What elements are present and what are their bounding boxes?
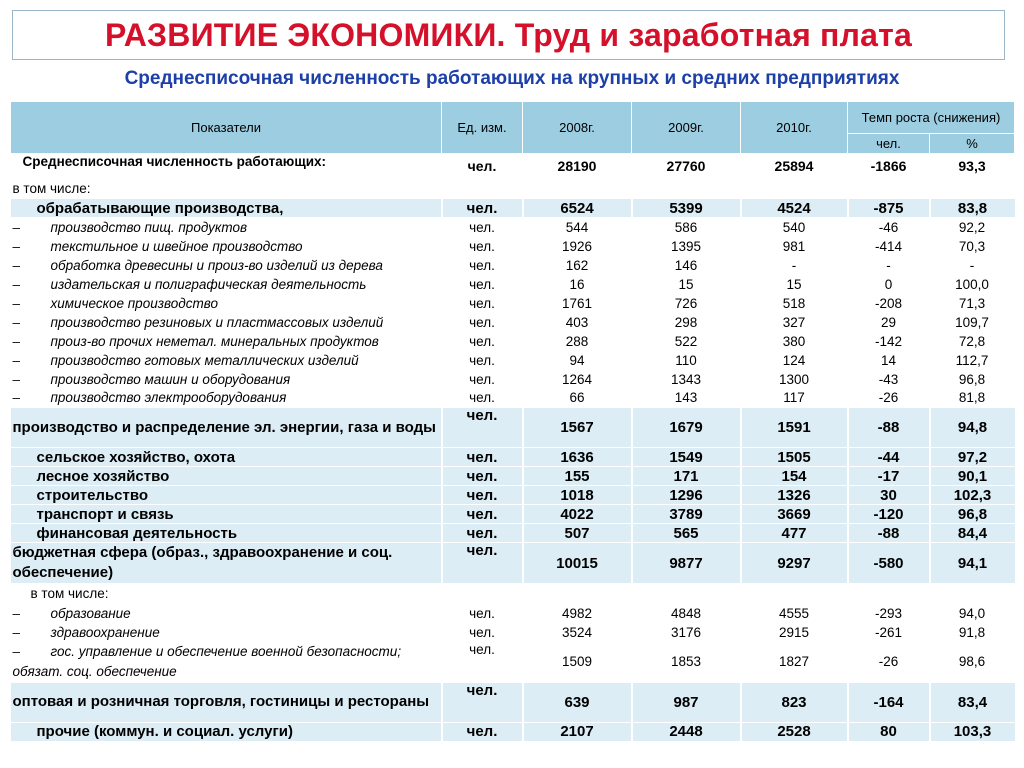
row-name-text: строительство	[36, 486, 149, 504]
cell-d: -26	[848, 389, 930, 408]
cell-d: -414	[848, 237, 930, 256]
cell-v2010: 327	[741, 313, 848, 332]
cell-v2009: 3176	[632, 623, 741, 642]
cell-unit: чел.	[442, 275, 523, 294]
row-name	[11, 154, 442, 180]
row-name	[11, 623, 442, 642]
cell-v2008: 162	[523, 256, 632, 275]
row-name	[11, 199, 442, 218]
cell-v2009: 1549	[632, 448, 741, 467]
cell-v2010: 1505	[741, 448, 848, 467]
table-row	[11, 604, 1015, 623]
row-name-text: финансовая деятельность	[36, 524, 238, 542]
row-name-text: произ-во прочих неметал. минеральных продуктов	[50, 333, 379, 349]
cell-v2010: -	[741, 256, 848, 275]
row-name	[11, 256, 442, 275]
cell-v2010: 540	[741, 218, 848, 237]
cell-v2008: 6524	[523, 199, 632, 218]
cell-p: 103,3	[930, 722, 1015, 741]
cell-v2009: 4848	[632, 604, 741, 623]
cell-unit: чел.	[442, 408, 523, 448]
row-name-text: издательская и полиграфическая деятельность	[50, 276, 367, 292]
cell-v2009: 1296	[632, 486, 741, 505]
cell-v2010: 9297	[741, 543, 848, 584]
cell-v2009: 110	[632, 351, 741, 370]
cell-unit: чел.	[442, 237, 523, 256]
cell-unit: чел.	[442, 682, 523, 722]
cell-v2009: 1395	[632, 237, 741, 256]
cell-v2009: 171	[632, 467, 741, 486]
cell-p: 83,4	[930, 682, 1015, 722]
cell-d: 0	[848, 275, 930, 294]
dash-icon: –	[12, 238, 21, 254]
cell-v2009: 5399	[632, 199, 741, 218]
cell-v2009: 1679	[632, 408, 741, 448]
table-row	[11, 722, 1015, 741]
cell-v2009: 146	[632, 256, 741, 275]
cell-v2008: 288	[523, 332, 632, 351]
table-row	[11, 237, 1015, 256]
row-name	[11, 505, 442, 524]
table-row	[11, 486, 1015, 505]
cell-unit: чел.	[442, 524, 523, 543]
cell-v2009: 3789	[632, 505, 741, 524]
cell-v2009: 987	[632, 682, 741, 722]
cell-p: 100,0	[930, 275, 1015, 294]
row-name	[11, 313, 442, 332]
row-label: в том числе:	[11, 584, 1015, 604]
cell-p: 71,3	[930, 294, 1015, 313]
row-name	[11, 351, 442, 370]
cell-unit: чел.	[442, 351, 523, 370]
table-row	[11, 218, 1015, 237]
table-row	[11, 682, 1015, 722]
cell-unit: чел.	[442, 543, 523, 584]
cell-p: 109,7	[930, 313, 1015, 332]
cell-unit: чел.	[442, 604, 523, 623]
row-name	[11, 467, 442, 486]
header-growth-pct: %	[930, 134, 1015, 154]
dash-icon: –	[12, 257, 21, 273]
table-row	[11, 389, 1015, 408]
cell-v2009: 27760	[632, 154, 741, 180]
cell-d: -875	[848, 199, 930, 218]
row-name	[11, 370, 442, 389]
page-subtitle: Среднесписочная численность работающих на крупных и средних предприятиях	[124, 68, 900, 89]
table-row	[11, 275, 1015, 294]
cell-v2008: 1018	[523, 486, 632, 505]
cell-p: 91,8	[930, 623, 1015, 642]
cell-v2008: 4982	[523, 604, 632, 623]
employment-table	[10, 101, 1015, 742]
row-name-text: обрабатывающие производства,	[36, 199, 284, 217]
table-row	[11, 256, 1015, 275]
cell-d: -120	[848, 505, 930, 524]
cell-d: -46	[848, 218, 930, 237]
cell-unit: чел.	[442, 218, 523, 237]
table-row	[11, 154, 1015, 180]
row-name-text: производство электрооборудования	[50, 390, 287, 406]
cell-p: 90,1	[930, 467, 1015, 486]
dash-icon: –	[12, 371, 21, 387]
cell-v2008: 507	[523, 524, 632, 543]
cell-p: 94,8	[930, 408, 1015, 448]
cell-v2010: 518	[741, 294, 848, 313]
cell-p: 97,2	[930, 448, 1015, 467]
table-row	[11, 448, 1015, 467]
row-name-text: лесное хозяйство	[36, 467, 170, 485]
cell-v2010: 823	[741, 682, 848, 722]
cell-v2009: 1343	[632, 370, 741, 389]
cell-v2009: 2448	[632, 722, 741, 741]
cell-v2010: 3669	[741, 505, 848, 524]
row-name	[11, 682, 442, 722]
cell-unit: чел.	[442, 722, 523, 741]
cell-v2008: 4022	[523, 505, 632, 524]
cell-v2010: 154	[741, 467, 848, 486]
table-row	[11, 505, 1015, 524]
cell-d: -43	[848, 370, 930, 389]
cell-v2010: 1827	[741, 642, 848, 683]
cell-v2008: 1926	[523, 237, 632, 256]
header-indicator: Показатели	[11, 102, 442, 154]
row-name-text: образование	[50, 605, 131, 621]
title-banner	[12, 10, 1005, 60]
cell-v2010: 124	[741, 351, 848, 370]
cell-unit: чел.	[442, 294, 523, 313]
dash-icon: –	[12, 624, 21, 640]
cell-d: -44	[848, 448, 930, 467]
cell-v2008: 3524	[523, 623, 632, 642]
table-row	[11, 623, 1015, 642]
cell-d: -	[848, 256, 930, 275]
cell-p: 81,8	[930, 389, 1015, 408]
cell-p: -	[930, 256, 1015, 275]
cell-unit: чел.	[442, 642, 523, 683]
row-name	[11, 642, 442, 682]
row-name	[11, 389, 442, 408]
row-name	[11, 604, 442, 623]
cell-p: 102,3	[930, 486, 1015, 505]
cell-v2009: 298	[632, 313, 741, 332]
cell-d: -88	[848, 408, 930, 448]
cell-v2010: 117	[741, 389, 848, 408]
row-name	[11, 332, 442, 351]
cell-v2008: 94	[523, 351, 632, 370]
row-name	[11, 524, 442, 543]
row-name-text: производство машин и оборудования	[50, 371, 291, 387]
table-row	[11, 584, 1015, 604]
cell-v2010: 380	[741, 332, 848, 351]
cell-d: -208	[848, 294, 930, 313]
cell-p: 72,8	[930, 332, 1015, 351]
cell-p: 94,0	[930, 604, 1015, 623]
row-name-text: сельское хозяйство, охота	[36, 448, 236, 466]
row-label: в том числе:	[11, 180, 1015, 199]
cell-unit: чел.	[442, 389, 523, 408]
dash-icon: –	[12, 390, 21, 406]
dash-icon: –	[12, 219, 21, 235]
cell-p: 70,3	[930, 237, 1015, 256]
row-name-text: здравоохранение	[50, 624, 160, 640]
cell-v2009: 15	[632, 275, 741, 294]
cell-unit: чел.	[442, 256, 523, 275]
cell-d: -293	[848, 604, 930, 623]
cell-unit: чел.	[442, 623, 523, 642]
cell-v2008: 639	[523, 682, 632, 722]
cell-d: 29	[848, 313, 930, 332]
cell-v2008: 1761	[523, 294, 632, 313]
cell-v2009: 9877	[632, 543, 741, 584]
cell-v2010: 15	[741, 275, 848, 294]
row-name-text: оптовая и розничная торговля, гостиницы и рестораны	[12, 693, 430, 710]
cell-v2010: 1300	[741, 370, 848, 389]
cell-d: -580	[848, 543, 930, 584]
page-title: РАЗВИТИЕ ЭКОНОМИКИ. Труд и заработная плата	[105, 16, 912, 53]
cell-v2010: 1326	[741, 486, 848, 505]
cell-v2008: 1636	[523, 448, 632, 467]
row-name-text: гос. управление и обеспечение военной безопасности; обязат. соц. обеспечение	[12, 643, 402, 679]
row-name-text: Среднесписочная численность работающих:	[22, 154, 327, 169]
cell-p: 96,8	[930, 505, 1015, 524]
cell-v2010: 2528	[741, 722, 848, 741]
row-name-text: текстильное и швейное производство	[50, 238, 303, 254]
table-row	[11, 294, 1015, 313]
table-body	[11, 154, 1015, 742]
table-row	[11, 543, 1015, 584]
dash-icon: –	[12, 333, 21, 349]
table-row	[11, 642, 1015, 683]
row-name-text: химическое производство	[50, 295, 218, 311]
cell-p: 96,8	[930, 370, 1015, 389]
cell-d: 14	[848, 351, 930, 370]
cell-d: 80	[848, 722, 930, 741]
table-row	[11, 332, 1015, 351]
cell-v2009: 586	[632, 218, 741, 237]
table-row	[11, 199, 1015, 218]
cell-unit: чел.	[442, 370, 523, 389]
cell-v2010: 4555	[741, 604, 848, 623]
row-name	[11, 237, 442, 256]
dash-icon: –	[12, 276, 21, 292]
table-row	[11, 370, 1015, 389]
table-row	[11, 180, 1015, 199]
cell-d: -88	[848, 524, 930, 543]
cell-v2008: 403	[523, 313, 632, 332]
cell-d: -26	[848, 642, 930, 683]
cell-v2010: 2915	[741, 623, 848, 642]
cell-p: 94,1	[930, 543, 1015, 584]
header-2008: 2008г.	[523, 102, 632, 154]
cell-v2010: 1591	[741, 408, 848, 448]
row-name-text: производство пищ. продуктов	[50, 219, 248, 235]
cell-v2009: 1853	[632, 642, 741, 683]
cell-d: -164	[848, 682, 930, 722]
cell-p: 98,6	[930, 642, 1015, 683]
cell-v2009: 726	[632, 294, 741, 313]
cell-unit: чел.	[442, 486, 523, 505]
table-row	[11, 351, 1015, 370]
header-unit: Ед. изм.	[442, 102, 523, 154]
cell-v2008: 10015	[523, 543, 632, 584]
cell-v2008: 1567	[523, 408, 632, 448]
cell-d: -17	[848, 467, 930, 486]
cell-d: 30	[848, 486, 930, 505]
cell-p: 83,8	[930, 199, 1015, 218]
row-name-text: обработка древесины и произ-во изделий из дерева	[50, 257, 383, 273]
cell-p: 92,2	[930, 218, 1015, 237]
cell-v2008: 28190	[523, 154, 632, 180]
cell-v2008: 1264	[523, 370, 632, 389]
cell-v2008: 155	[523, 467, 632, 486]
cell-v2009: 565	[632, 524, 741, 543]
cell-unit: чел.	[442, 332, 523, 351]
row-name	[11, 275, 442, 294]
row-name-text: производство готовых металлических изделий	[50, 352, 359, 368]
row-name	[11, 722, 442, 741]
row-name	[11, 294, 442, 313]
row-name	[11, 218, 442, 237]
cell-v2008: 2107	[523, 722, 632, 741]
row-name-text: прочие (коммун. и социал. услуги)	[36, 723, 293, 740]
header-2009: 2009г.	[632, 102, 741, 154]
cell-d: -142	[848, 332, 930, 351]
cell-p: 112,7	[930, 351, 1015, 370]
cell-p: 84,4	[930, 524, 1015, 543]
cell-v2009: 522	[632, 332, 741, 351]
row-name	[11, 448, 442, 467]
cell-unit: чел.	[442, 313, 523, 332]
dash-icon: –	[12, 314, 21, 330]
cell-d: -1866	[848, 154, 930, 180]
row-name	[11, 543, 442, 584]
cell-unit: чел.	[442, 505, 523, 524]
dash-icon: –	[12, 295, 21, 311]
table-row	[11, 524, 1015, 543]
cell-unit: чел.	[442, 154, 523, 180]
cell-unit: чел.	[442, 199, 523, 218]
header-growth-people: чел.	[848, 134, 930, 154]
row-name-text: производство резиновых и пластмассовых изделий	[50, 314, 384, 330]
row-name	[11, 486, 442, 505]
cell-unit: чел.	[442, 448, 523, 467]
table-row	[11, 313, 1015, 332]
cell-v2010: 981	[741, 237, 848, 256]
cell-p: 93,3	[930, 154, 1015, 180]
cell-unit: чел.	[442, 467, 523, 486]
dash-icon: –	[12, 352, 21, 368]
cell-v2008: 1509	[523, 642, 632, 683]
table-row	[11, 467, 1015, 486]
cell-v2008: 66	[523, 389, 632, 408]
row-name	[11, 408, 442, 448]
cell-v2008: 16	[523, 275, 632, 294]
cell-v2010: 25894	[741, 154, 848, 180]
cell-v2010: 477	[741, 524, 848, 543]
row-name-text: бюджетная сфера (образ., здравоохранение и соц. обеспечение)	[12, 544, 393, 581]
cell-v2010: 4524	[741, 199, 848, 218]
header-2010: 2010г.	[741, 102, 848, 154]
cell-d: -261	[848, 623, 930, 642]
cell-v2009: 143	[632, 389, 741, 408]
row-name-text: транспорт и связь	[36, 505, 174, 523]
cell-v2008: 544	[523, 218, 632, 237]
row-name-text: производство и распределение эл. энергии, газа и воды	[12, 418, 436, 436]
dash-icon: –	[12, 605, 21, 621]
header-growth: Темп роста (снижения)	[848, 102, 1015, 134]
table-row	[11, 408, 1015, 448]
dash-icon: –	[12, 643, 21, 659]
